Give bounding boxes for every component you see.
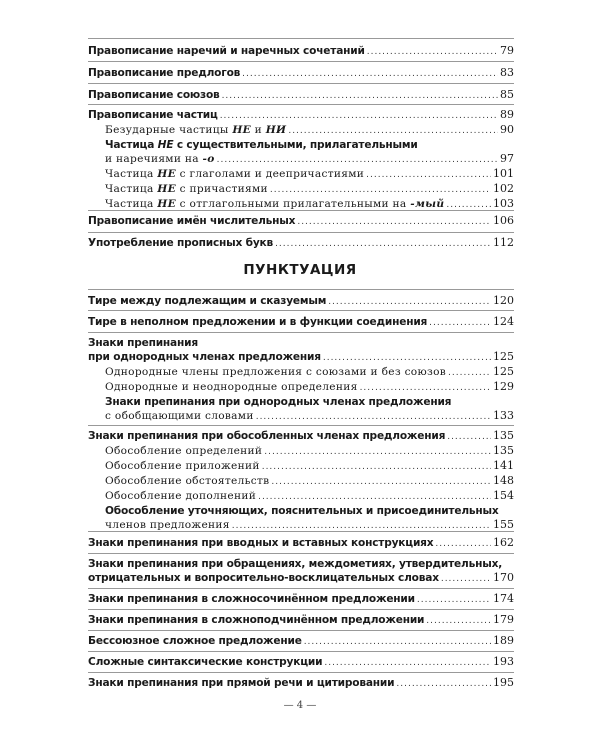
leader-dots <box>396 677 491 691</box>
leader-dots <box>256 410 491 424</box>
toc-page: 125 <box>493 350 514 363</box>
toc-title: при однородных членах предложения <box>88 351 321 363</box>
toc-entry[interactable] <box>88 613 514 628</box>
toc-entry[interactable] <box>88 634 514 649</box>
toc-title: отрицательных и вопросительно-восклицательных словах <box>88 572 439 584</box>
toc-title: Знаки препинания при обособленных членах предложения <box>88 430 446 442</box>
leader-dots <box>328 295 491 309</box>
leader-dots <box>360 381 491 395</box>
toc-page: 129 <box>493 380 514 393</box>
toc-title: Сложные синтаксические конструкции <box>88 656 323 668</box>
toc-subentry-line[interactable]: Знаки препинания при однородных членах предложения <box>105 396 452 408</box>
toc-page: 89 <box>500 108 514 121</box>
toc-entry[interactable] <box>88 66 514 81</box>
toc-page: 189 <box>493 634 514 647</box>
toc-entry[interactable] <box>88 214 514 229</box>
leader-dots <box>270 183 491 197</box>
toc-subentry[interactable]: Обособление дополнений ..... 154 <box>88 489 514 504</box>
leader-dots <box>288 124 498 138</box>
toc-page: 133 <box>493 409 514 422</box>
section-header: ПУНКТУАЦИЯ <box>243 262 357 278</box>
leader-dots <box>262 460 491 474</box>
toc-subentry-line[interactable]: Частица НЕ с существительными, прилагательными <box>105 139 418 151</box>
toc-entry[interactable] <box>88 294 514 309</box>
divider <box>88 232 514 233</box>
toc-title: Тире в неполном предложении и в функции соединения <box>88 316 428 328</box>
toc-subentry[interactable]: Обособление приложений ..... 141 <box>88 459 514 474</box>
divider <box>88 61 514 62</box>
toc-subentry[interactable]: Частица НЕ с глаголами и деепричастиями ..... 101 <box>88 167 514 182</box>
toc-page: 141 <box>493 459 514 472</box>
toc-entry[interactable] <box>88 592 514 607</box>
toc-title-line: Знаки препинания при обращениях, междометиях, утвердительных, <box>88 558 503 570</box>
toc-page: 103 <box>493 197 514 210</box>
toc-entry[interactable] <box>88 676 514 691</box>
leader-dots <box>441 572 491 586</box>
toc-page: 155 <box>493 518 514 531</box>
leader-dots <box>275 237 491 251</box>
toc-subentry[interactable]: Обособление определений ..... 135 <box>88 444 514 459</box>
toc-entry[interactable] <box>88 557 514 586</box>
divider <box>88 38 514 39</box>
toc-entry[interactable] <box>88 44 514 59</box>
divider <box>88 83 514 84</box>
divider <box>88 630 514 631</box>
divider <box>88 651 514 652</box>
toc-page: 124 <box>493 315 514 328</box>
divider <box>88 104 514 105</box>
toc-entry[interactable] <box>88 315 514 330</box>
toc-subentry[interactable]: Однородные члены предложения с союзами и без союзов ..... 125 <box>88 365 514 380</box>
toc-page: 83 <box>500 66 514 79</box>
toc-title: Знаки препинания в сложносочинённом предложении <box>88 593 415 605</box>
divider <box>88 210 514 211</box>
toc-page: 101 <box>493 167 514 180</box>
toc-entry[interactable] <box>88 108 514 123</box>
toc-title: Знаки препинания в сложноподчинённом предложении <box>88 614 425 626</box>
toc-page: 102 <box>493 182 514 195</box>
toc-title: Знаки препинания при прямой речи и цитировании <box>88 677 395 689</box>
toc-page: 154 <box>493 489 514 502</box>
toc-page: 85 <box>500 88 514 101</box>
toc-page: 125 <box>493 365 514 378</box>
toc-entry[interactable] <box>88 88 514 103</box>
leader-dots <box>271 475 491 489</box>
leader-dots <box>264 445 491 459</box>
leader-dots <box>367 45 498 59</box>
leader-dots <box>217 153 498 167</box>
toc-title: Употребление прописных букв <box>88 237 274 249</box>
toc-page: 170 <box>493 571 514 584</box>
leader-dots <box>220 109 498 123</box>
leader-dots <box>429 316 491 330</box>
leader-dots <box>366 168 491 182</box>
toc-subentry[interactable]: Частица НЕ с отглагольными прилагательными на -мый ..... 103 <box>88 197 514 212</box>
leader-dots <box>258 490 491 504</box>
divider <box>88 672 514 673</box>
toc-page: 79 <box>500 44 514 57</box>
toc-page: 135 <box>493 429 514 442</box>
toc-subentry[interactable]: Обособление обстоятельств ..... 148 <box>88 474 514 489</box>
toc-title: Бессоюзное сложное предложение <box>88 635 302 647</box>
toc-entry[interactable] <box>88 655 514 670</box>
toc-group-isolated <box>88 429 514 533</box>
leader-dots <box>417 593 491 607</box>
toc-page: 148 <box>493 474 514 487</box>
toc-page: 174 <box>493 592 514 605</box>
toc-subentry[interactable]: Однородные и неоднородные определения ..... 129 <box>88 380 514 395</box>
divider <box>88 332 514 333</box>
divider <box>88 553 514 554</box>
toc-subentry-line[interactable]: Обособление уточняющих, пояснительных и присоединительных <box>105 505 499 517</box>
toc-group-particles <box>88 108 514 212</box>
divider <box>88 531 514 532</box>
leader-dots <box>324 656 491 670</box>
leader-dots <box>304 635 491 649</box>
toc-entry[interactable] <box>88 536 514 551</box>
leader-dots <box>435 537 491 551</box>
toc-page: 195 <box>493 676 514 689</box>
leader-dots <box>222 89 498 103</box>
toc-title: Правописание частиц <box>88 109 218 121</box>
toc-title: Правописание имён числительных <box>88 215 296 227</box>
toc-group-homogeneous <box>88 336 514 424</box>
toc-page: 179 <box>493 613 514 626</box>
leader-dots <box>242 67 498 81</box>
leader-dots <box>447 430 491 444</box>
toc-title: Тире между подлежащим и сказуемым <box>88 295 327 307</box>
toc-page: 162 <box>493 536 514 549</box>
toc-entry[interactable] <box>88 429 514 444</box>
toc-title: Правописание наречий и наречных сочетаний <box>88 45 365 57</box>
toc-title: Знаки препинания при вводных и вставных конструкциях <box>88 537 434 549</box>
toc-title-line[interactable]: Знаки препинания <box>88 337 198 349</box>
toc-entry[interactable] <box>88 350 514 365</box>
toc-subentry[interactable]: с обобщающими словами ..... 133 <box>88 409 514 424</box>
toc-page: 120 <box>493 294 514 307</box>
leader-dots <box>323 351 491 365</box>
toc-page: 135 <box>493 444 514 457</box>
toc-title: Правописание предлогов <box>88 67 241 79</box>
leader-dots <box>426 614 491 628</box>
divider <box>88 425 514 426</box>
toc-entry[interactable] <box>88 236 514 251</box>
leader-dots <box>448 366 491 380</box>
toc-subentry[interactable]: Частица НЕ с причастиями ..... 102 <box>88 182 514 197</box>
toc-subentry[interactable]: Безударные частицы НЕ и НИ ..... 90 <box>88 123 514 138</box>
toc-page: 112 <box>493 236 514 249</box>
divider <box>88 609 514 610</box>
toc-subentry[interactable]: и наречиями на -о ..... 97 <box>88 152 514 167</box>
leader-dots <box>297 215 491 229</box>
toc-page: 97 <box>500 152 514 165</box>
toc-page: 90 <box>500 123 514 136</box>
toc-page: 106 <box>493 214 514 227</box>
divider <box>88 289 514 290</box>
page-number: — 4 — <box>283 700 317 711</box>
divider <box>88 588 514 589</box>
toc-title: Правописание союзов <box>88 89 220 101</box>
toc-subentry[interactable]: членов предложения ..... 155 <box>88 518 514 533</box>
toc-page: 193 <box>493 655 514 668</box>
divider <box>88 310 514 311</box>
